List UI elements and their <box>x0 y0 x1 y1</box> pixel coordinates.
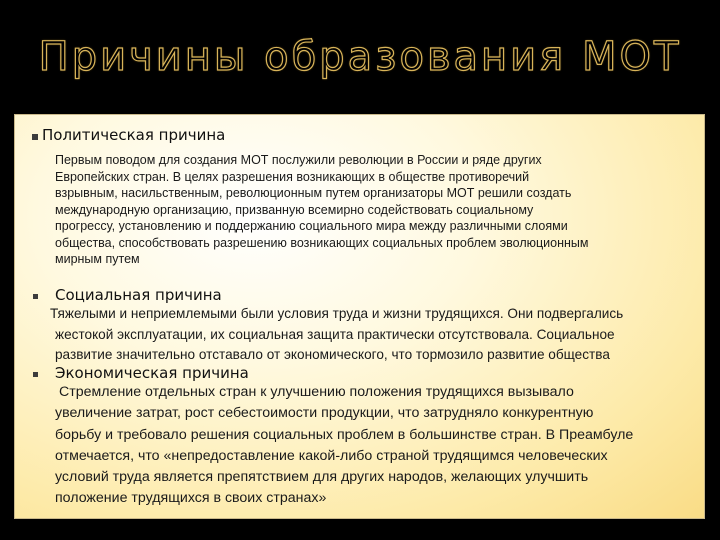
section-text-political <box>55 152 695 268</box>
slide-title: Причины образования МОТ <box>38 34 682 80</box>
bullet-marker <box>33 294 38 299</box>
text-line: прогрессу, установлению и поддержанию социального мира между различными слоями <box>55 219 568 233</box>
section-text-economic <box>55 382 695 510</box>
text-line: условий труда является препятствием для других народов, желающих улучшить <box>55 469 589 486</box>
text-line: увеличение затрат, рост себестоимости продукции, что затрудняло конкурентную <box>55 405 594 422</box>
text-line: Стремление отдельных стран к улучшению положения трудящихся вызывало <box>59 384 574 400</box>
section-heading-social: Социальная причина <box>55 286 222 304</box>
section-heading-economic: Экономическая причина <box>55 364 249 382</box>
text-line: мирным путем <box>55 252 140 266</box>
bullet-marker <box>32 134 38 140</box>
text-line: общества, способствовать разрешению возникающих социальных проблем эволюционным <box>55 235 589 250</box>
text-line: Тяжелыми и неприемлемыми были условия труда и жизни трудящихся. Они подвергались <box>50 306 624 321</box>
section-text-social <box>50 304 690 366</box>
section-heading-political: Политическая причина <box>42 126 226 144</box>
text-line: Первым поводом для создания МОТ послужили революции в России и ряде других <box>55 153 542 167</box>
text-line: отмечается, что «непредоставление какой-либо страной трудящимся человеческих <box>55 447 608 464</box>
text-line: борьбу и требовало решения социальных проблем в большинстве стран. В Преамбуле <box>55 426 634 443</box>
text-line: взрывным, насильственным, революционным путем организаторы МОТ решили создать <box>55 186 572 200</box>
bullet-marker <box>33 372 38 377</box>
text-line: Европейских стран. В целях разрешения возникающих в обществе противоречий <box>55 169 530 184</box>
text-line: жестокой эксплуатации, их социальная защита практически отсутствовала. Социальное <box>55 326 615 342</box>
text-line: развитие значительно отставало от экономического, что тормозило развитие общества <box>55 347 610 363</box>
text-line: положение трудящихся в своих странах» <box>55 490 327 507</box>
title-bar <box>0 0 720 112</box>
text-line: международную организацию, призванную всемирно содействовать социальному <box>55 202 534 217</box>
